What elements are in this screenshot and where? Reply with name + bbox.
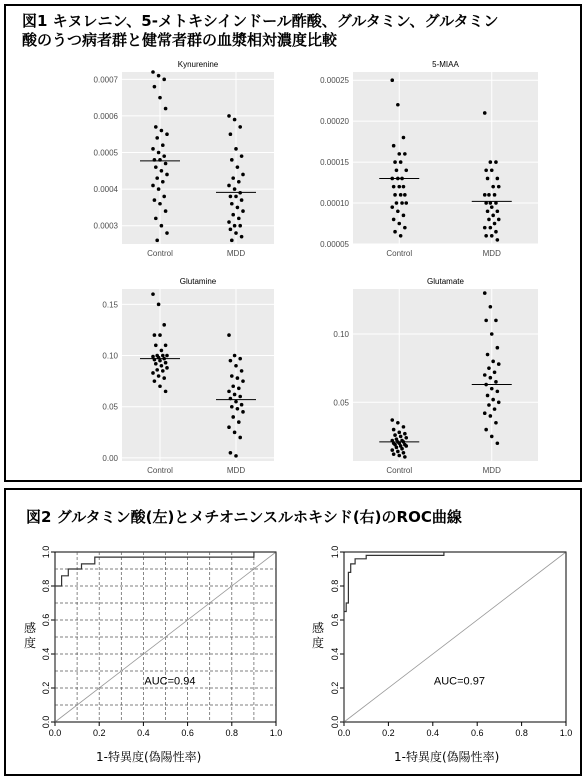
glutamine-ytick-label: 0.05 [102,402,118,412]
kynurenine-point [227,220,231,224]
5-miaa-title: 5-MIAA [432,60,459,69]
glutamate-point [489,414,493,418]
kynurenine-point [229,195,233,199]
kynurenine-point [238,125,242,129]
glutamate-point [497,362,501,366]
figure1-title-line2: 酸のうつ病者群と健常者群の血漿相対濃度比較 [22,31,338,49]
5-miaa-point [493,222,497,226]
5-miaa-ytick-label: 0.00025 [320,76,349,86]
kynurenine-point [165,132,169,136]
roc-right-xtick-label: 0.4 [426,728,440,738]
kynurenine-point [154,125,158,129]
5-miaa-point [489,226,493,230]
glutamate-point [487,403,491,407]
roc-left-ytick-label: 0.8 [41,579,51,593]
roc-right-xtick-label: 0.8 [515,728,528,738]
5-miaa-plot-background [353,72,538,244]
glutamine-ytick-label: 0.00 [102,453,118,463]
kynurenine-strip-chart [6,6,584,484]
kynurenine-point [237,217,241,221]
glutamine-point [231,384,235,388]
figure2-panel [4,488,582,776]
5-miaa-point [397,222,401,226]
5-miaa-point [392,144,396,148]
5-miaa-point [404,168,408,172]
5-miaa-point [494,160,498,164]
glutamine-point [227,333,231,337]
kynurenine-xtick-label: MDD [226,249,246,258]
kynurenine-point [164,209,168,213]
kynurenine-point [236,165,240,169]
glutamate-point [483,411,487,415]
5-miaa-point [393,193,397,197]
kynurenine-point [233,118,237,122]
glutamine-point [158,359,162,363]
glutamine-ytick-label: 0.15 [102,300,118,310]
glutamine-point [165,354,169,358]
5-miaa-point [399,193,403,197]
figure2-title: 図2 グルタミン酸(左)とメチオニンスルホキシド(右)のROC曲線 [26,508,462,526]
5-miaa-point [395,201,399,205]
roc-left-xtick-label: 0.4 [137,728,150,738]
kynurenine-point [237,180,241,184]
kynurenine-point [240,154,244,158]
glutamine-point [162,376,166,380]
glutamine-point [230,374,234,378]
glutamine-point [238,357,242,361]
kynurenine-title: Kynurenine [177,60,219,69]
glutamine-title: Glutamine [179,277,217,286]
glutamate-point [486,353,490,357]
kynurenine-point [165,231,169,235]
5-miaa-point [483,226,487,230]
roc-left-xtick-label: 0.8 [225,728,239,738]
5-miaa-point [402,214,406,218]
kynurenine-plot-background [122,72,274,244]
5-miaa-point [483,111,487,115]
glutamate-point [397,454,401,458]
glutamate-point [490,387,494,391]
glutamate-point [491,360,495,364]
glutamate-point [396,421,400,425]
kynurenine-point [153,198,157,202]
glutamine-point [162,323,166,327]
roc-left-ytick-label: 0.4 [41,647,51,661]
5-miaa-xtick-label: MDD [482,249,501,258]
roc-right-xlabel: 1-特異度(偽陽性率) [394,750,500,764]
glutamate-point [496,390,500,394]
glutamine-point [234,454,238,458]
kynurenine-ytick-label: 0.0006 [93,111,118,121]
glutamine-point [161,354,165,358]
kynurenine-point [155,176,159,180]
glutamine-point [151,371,155,375]
roc-left-xtick-label: 0.2 [92,728,106,738]
glutamate-point [483,373,487,377]
glutamate-point [484,428,488,432]
glutamine-point [165,366,169,370]
kynurenine-point [162,154,166,158]
glutamine-point [151,292,155,296]
5-miaa-point [396,103,400,107]
roc-right-diagonal [344,552,566,722]
roc-left-ytick-label: 0.6 [41,613,51,627]
glutamine-point [154,362,158,366]
glutamine-point [234,364,238,368]
glutamate-point [496,346,500,350]
kynurenine-point [154,165,158,169]
5-miaa-point [483,193,487,197]
glutamine-plot-background [122,289,274,461]
kynurenine-point [153,85,157,89]
5-miaa-ytick-label: 0.00005 [320,240,349,249]
5-miaa-point [496,238,500,242]
5-miaa-point [403,152,407,156]
kynurenine-point [161,180,165,184]
glutamate-point [393,433,397,437]
roc-right-ytick-label: 1.0 [330,545,340,559]
roc-right-ytick-label: 0.6 [330,613,340,627]
5-miaa-ytick-label: 0.00020 [320,117,349,127]
5-miaa-point [397,152,401,156]
glutamate-point [489,305,493,309]
kynurenine-point [151,147,155,151]
roc-right-xtick-label: 0.0 [337,728,351,738]
glutamate-title: Glutamate [427,277,464,286]
kynurenine-ytick-label: 0.0005 [93,148,118,158]
glutamate-point [392,452,396,456]
5-miaa-point [496,209,500,213]
kynurenine-point [160,129,164,133]
roc-right-ytick-label: 0.8 [330,579,340,593]
5-miaa-ytick-label: 0.00010 [320,199,349,209]
glutamine-xtick-label: Control [147,466,173,475]
5-miaa-point [494,230,498,234]
5-miaa-point [390,78,394,82]
5-miaa-point [393,160,397,164]
kynurenine-point [155,136,159,140]
kynurenine-xtick-label: Control [147,249,173,258]
5-miaa-point [490,168,494,172]
glutamine-point [158,333,162,337]
roc-right-xtick-label: 1.0 [559,728,573,738]
roc-left-ytick-label: 0.2 [41,681,51,695]
glutamate-point [400,447,404,451]
glutamine-point [237,387,241,391]
glutamine-point [240,403,244,407]
glutamine-point [153,379,157,383]
glutamine-point [151,355,155,359]
kynurenine-point [161,143,165,147]
glutamate-xtick-label: Control [386,466,413,475]
kynurenine-point [157,187,161,191]
kynurenine-point [240,235,244,239]
5-miaa-xtick-label: Control [386,249,413,258]
glutamate-point [497,401,501,405]
kynurenine-ytick-label: 0.0007 [93,75,118,85]
5-miaa-point [493,193,497,197]
kynurenine-point [234,147,238,151]
glutamine-point [160,364,164,368]
kynurenine-point [233,187,237,191]
5-miaa-point [489,160,493,164]
5-miaa-point [486,177,490,181]
roc-right-xtick-label: 0.6 [470,728,484,738]
glutamate-point [404,444,408,448]
kynurenine-point [236,206,240,210]
kynurenine-point [154,217,158,221]
glutamine-point [155,368,159,372]
glutamine-point [231,415,235,419]
5-miaa-point [484,234,488,238]
5-miaa-point [491,214,495,218]
glutamate-point [489,376,493,380]
5-miaa-point [484,168,488,172]
roc-left-xtick-label: 0.0 [48,728,62,738]
glutamate-point [402,451,406,455]
5-miaa-point [392,185,396,189]
glutamine-point [237,420,241,424]
glutamate-point [486,394,490,398]
glutamine-point [227,425,231,429]
roc-right-ytick-label: 0.0 [330,715,340,729]
glutamate-point [491,398,495,402]
glutamate-point [395,446,399,450]
roc-left-xlabel: 1-特異度(偽陽性率) [96,750,202,764]
glutamate-point [404,436,408,440]
kynurenine-point [231,176,235,180]
glutamine-point [160,349,164,353]
glutamate-ytick-label: 0.10 [333,330,349,340]
5-miaa-point [497,218,501,222]
kynurenine-point [234,231,238,235]
kynurenine-point [241,173,245,177]
glutamine-point [238,395,242,399]
kynurenine-point [230,158,234,162]
5-miaa-point [403,226,407,230]
kynurenine-point [162,78,166,82]
roc-left-xtick-label: 0.6 [181,728,194,738]
kynurenine-point [151,70,155,74]
kynurenine-point [155,239,159,243]
glutamine-point [154,344,158,348]
kynurenine-point [230,202,234,206]
kynurenine-point [241,209,245,213]
5-miaa-point [400,201,404,205]
5-miaa-point [399,160,403,164]
5-miaa-point [399,234,403,238]
kynurenine-point [230,239,234,243]
glutamate-point [483,291,487,295]
kynurenine-point [165,173,169,177]
kynurenine-point [238,224,242,228]
5-miaa-point [404,201,408,205]
glutamate-point [494,421,498,425]
roc-left-xtick-label: 1.0 [269,728,283,738]
glutamate-point [484,319,488,323]
5-miaa-point [390,205,394,209]
kynurenine-point [229,132,233,136]
5-miaa-point [396,209,400,213]
5-miaa-point [402,185,406,189]
kynurenine-point [234,195,238,199]
5-miaa-point [496,177,500,181]
glutamine-point [234,400,238,404]
5-miaa-ytick-label: 0.00015 [320,158,349,168]
glutamate-point [403,432,407,436]
roc-right-ylabel: 感度 [311,621,324,650]
glutamate-plot-background [353,289,538,461]
kynurenine-point [157,74,161,78]
5-miaa-point [490,205,494,209]
figure1-title-line1: 図1 キヌレニン、5-メトキシインドール酢酸、グルタミン、グルタミン [22,12,499,30]
kynurenine-point [164,162,168,166]
5-miaa-point [392,218,396,222]
roc-left-ylabel: 感度 [23,621,36,650]
glutamine-point [230,405,234,409]
glutamate-point [493,407,497,411]
glutamine-point [153,333,157,337]
glutamine-point [164,344,168,348]
glutamine-point [240,369,244,373]
glutamine-point [236,407,240,411]
glutamate-point [494,319,498,323]
glutamine-point [157,374,161,378]
5-miaa-point [491,185,495,189]
glutamine-point [229,451,233,455]
kynurenine-ytick-label: 0.0003 [93,221,118,231]
kynurenine-point [227,114,231,118]
glutamate-point [397,431,401,435]
kynurenine-point [233,224,237,228]
glutamine-point [233,354,237,358]
glutamine-point [157,303,161,307]
kynurenine-ytick-label: 0.0004 [93,185,118,195]
kynurenine-point [227,184,231,188]
glutamine-point [227,390,231,394]
5-miaa-point [487,193,491,197]
kynurenine-point [160,169,164,173]
kynurenine-point [157,151,161,155]
5-miaa-point [395,168,399,172]
glutamine-point [164,390,168,394]
glutamate-point [493,370,497,374]
glutamate-point [490,435,494,439]
glutamate-point [403,455,407,459]
glutamine-ytick-label: 0.10 [102,351,118,361]
glutamate-ytick-label: 0.05 [333,398,349,408]
glutamate-xtick-label: MDD [482,466,501,475]
kynurenine-point [240,198,244,202]
glutamate-point [487,366,491,370]
kynurenine-point [160,224,164,228]
kynurenine-point [151,184,155,188]
kynurenine-point [162,195,166,199]
roc-charts [6,490,584,778]
roc-right-xtick-label: 0.2 [382,728,395,738]
roc-left-ytick-label: 1.0 [41,545,51,559]
glutamine-point [233,431,237,435]
kynurenine-point [158,96,162,100]
kynurenine-point [231,213,235,217]
5-miaa-point [397,185,401,189]
glutamine-point [236,376,240,380]
glutamine-point [164,361,168,365]
roc-right-auc-label: AUC=0.97 [433,675,485,688]
glutamate-point [402,425,406,429]
glutamine-point [241,379,245,383]
glutamate-point [496,441,500,445]
glutamate-point [390,418,394,422]
glutamate-point [399,435,403,439]
glutamine-point [229,359,233,363]
glutamine-xtick-label: MDD [226,466,246,475]
glutamate-point [390,448,394,452]
glutamine-point [158,384,162,388]
glutamate-point [490,332,494,336]
5-miaa-point [393,230,397,234]
glutamine-point [238,436,242,440]
glutamine-point [241,410,245,414]
roc-left-auc-label: AUC=0.94 [144,675,196,688]
roc-right-ytick-label: 0.2 [330,681,340,695]
5-miaa-point [402,136,406,140]
figure1-panel [4,4,582,482]
glutamate-point [392,428,396,432]
roc-right-ytick-label: 0.4 [330,647,340,661]
glutamine-point [161,369,165,373]
kynurenine-point [158,202,162,206]
glutamine-point [233,393,237,397]
5-miaa-point [486,209,490,213]
5-miaa-point [487,218,491,222]
kynurenine-point [229,228,233,232]
5-miaa-point [490,234,494,238]
5-miaa-point [497,185,501,189]
glutamate-point [396,450,400,454]
roc-left-ytick-label: 0.0 [41,715,51,729]
glutamate-point [494,380,498,384]
kynurenine-point [164,107,168,111]
5-miaa-point [403,193,407,197]
